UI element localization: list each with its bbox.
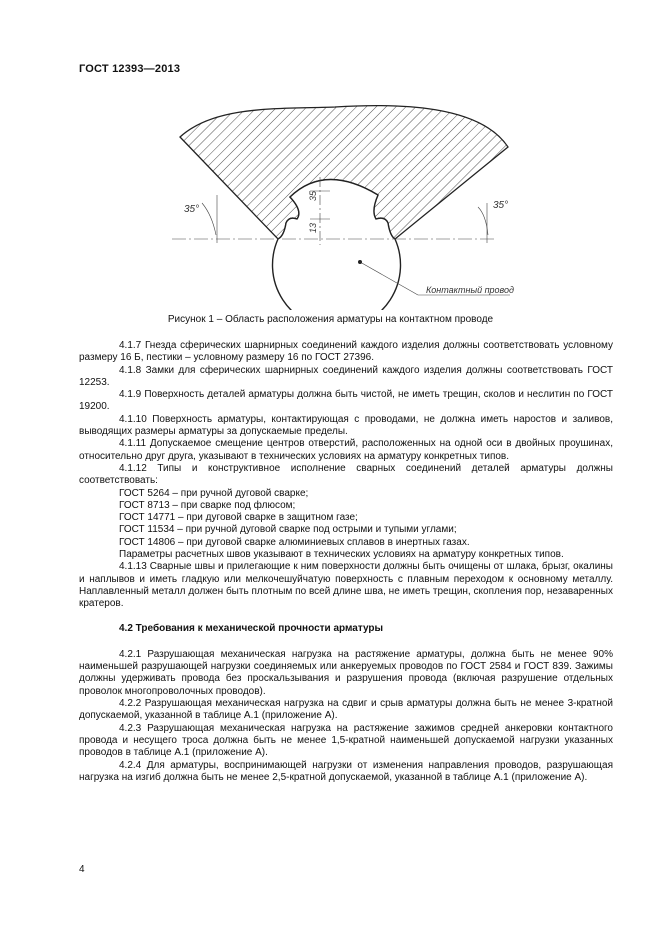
paragraph-4-1-13: 4.1.13 Сварные швы и прилегающие к ним поверхности должны быть очищены от шлака, брызг, окалины и наплывов и иметь гладкую или мелкочешуйчатую поверхность с плавным переходом к основному металлу. Наплавленный металл должен быть плотным по всей длине шва, не иметь трещин, скопления пор, незаваренных кратеров. — [79, 561, 613, 610]
paragraph-params: Параметры расчетных швов указывают в технических условиях на арматуру конкретных типов. — [119, 549, 564, 561]
page-number: 4 — [79, 864, 85, 875]
paragraph-4-1-11: 4.1.11 Допускаемое смещение центров отверстий, расположенных на одной оси в двойных проушинах, относительно друг друга, указывают в технических условиях на арматуру конкретных типов. — [79, 438, 613, 462]
paragraph-4-2-1: 4.2.1 Разрушающая механическая нагрузка на растяжение арматуры, должна быть не менее 90% наименьшей разрушающей нагрузки соединяемых или анкеруемых проводов по ГОСТ 2584 и ГОСТ 839. Зажимы должны удерживать провода без проскальзывания и разрушения провода (включая разрушение отдельных проволок многопроволочных проводов). — [79, 648, 613, 697]
list-item: ГОСТ 14771 – при дуговой сварке в защитном газе; — [119, 512, 358, 524]
figure-caption: Рисунок 1 – Область расположения арматуры на контактном проводе — [167, 314, 494, 325]
right-angle-label: 35° — [493, 200, 509, 211]
right-angle-arc — [478, 207, 488, 235]
list-item: ГОСТ 14806 – при дуговой сварке алюминиевых сплавов в инертных газах. — [119, 536, 470, 548]
paragraph-4-1-10: 4.1.10 Поверхность арматуры, контактирующая с проводами, не должна иметь наростов и заливов, выводящих размеры арматуры за допускаемые пределы. — [79, 413, 613, 438]
paragraph-4-2-3: 4.2.3 Разрушающая механическая нагрузка на растяжение зажимов средней анкеровки контактного провода и несущего троса должна быть не менее 1,5-кратной наименьшей допускаемой нагрузки указанных проводов в таблице А.1 (приложение А). — [79, 722, 613, 759]
paragraph-4-1-9: 4.1.9 Поверхность деталей арматуры должна быть чистой, не иметь трещин, сколов и неслитин по ГОСТ 19200. — [79, 389, 613, 413]
paragraph-4-1-12: 4.1.12 Типы и конструктивное исполнение сварных соединений деталей арматуры должны соответствовать: — [79, 462, 613, 487]
paragraph-4-1-7: 4.1.7 Гнезда сферических шарнирных соединений каждого изделия должны соответствовать условному размеру 16 Б, пестики – условному размеру 16 по ГОСТ 27396. — [79, 340, 613, 364]
paragraph-4-1-8: 4.1.8 Замки для сферических шарнирных соединений каждого изделия должны соответствовать ГОСТ 12253. — [79, 364, 613, 388]
contact-wire-figure — [160, 95, 530, 310]
list-item: ГОСТ 5264 – при ручной дуговой сварке; — [119, 487, 309, 499]
body-text — [79, 340, 613, 784]
document-header: ГОСТ 12393—2013 — [79, 63, 181, 75]
list-item: ГОСТ 11534 – при ручной дуговой сварке под острыми и тупыми углами; — [119, 524, 457, 536]
contact-wire-label: Контактный провод — [426, 285, 515, 295]
left-angle-arc — [202, 203, 216, 235]
paragraph-4-2-4: 4.2.4 Для арматуры, воспринимающей нагрузки от изменения направления проводов, разрушающая нагрузка на изгиб должна быть не менее 2,5-кратной допускаемой, указанной в таблице А.1 (приложение А). — [79, 759, 613, 783]
leader-dot — [358, 260, 362, 264]
contact-wire-drawing — [160, 95, 530, 310]
list-item: ГОСТ 8713 – при сварке под флюсом; — [119, 499, 296, 511]
dim-13-label: 13 — [308, 222, 318, 233]
paragraph-4-2-2: 4.2.2 Разрушающая механическая нагрузка на сдвиг и срыв арматуры должна быть не менее 3-кратной допускаемой, указанной в таблице А.1 (приложение А). — [79, 698, 613, 722]
left-angle-label: 35° — [184, 204, 200, 215]
section-heading-4-2: 4.2 Требования к механической прочности арматуры — [119, 622, 384, 634]
dim-35-label: 35 — [308, 190, 318, 201]
